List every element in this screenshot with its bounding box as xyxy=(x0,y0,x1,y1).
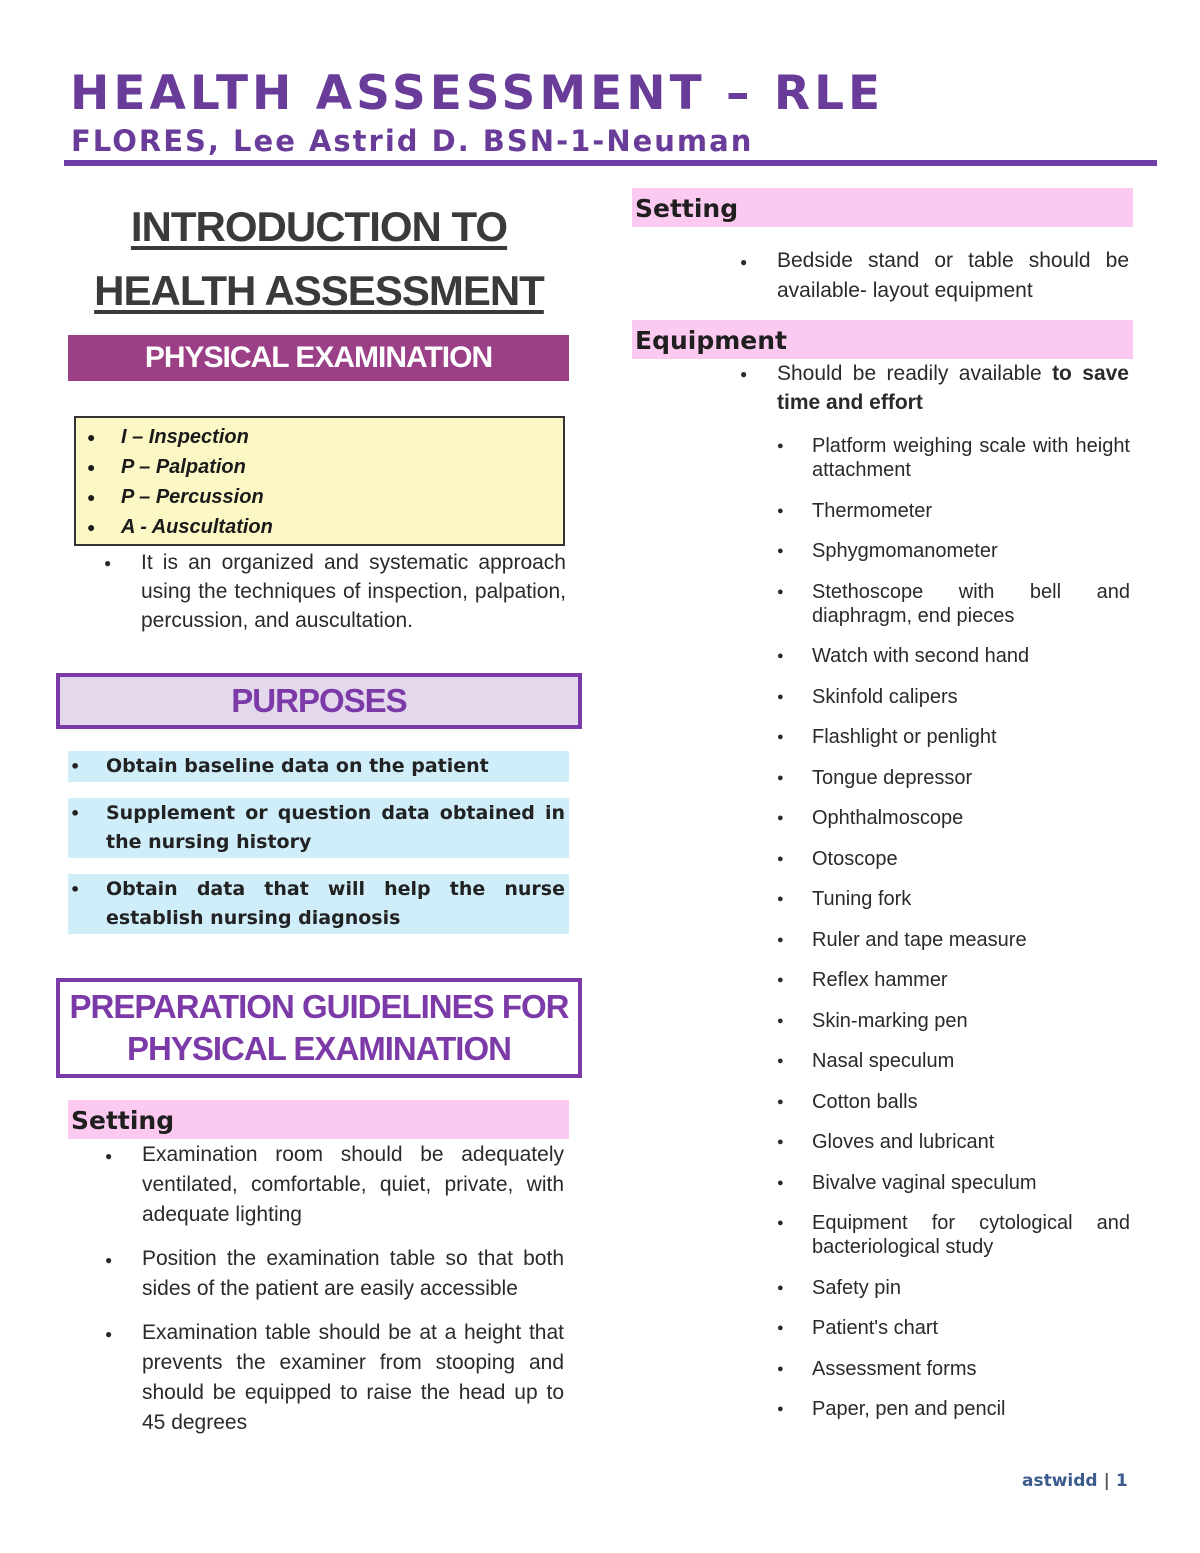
equipment-item: ● Ophthalmoscope xyxy=(812,806,1130,830)
equipment-list xyxy=(812,434,1130,1421)
equipment-item: ● Cotton balls xyxy=(812,1090,1130,1114)
page-number: 1 xyxy=(1115,1471,1128,1491)
main-title-line: HEALTH ASSESSMENT xyxy=(94,267,544,314)
physical-examination-banner: PHYSICAL EXAMINATION xyxy=(68,335,569,381)
equipment-item: ● Stethoscope with bell and diaphragm, end pieces xyxy=(812,580,1130,628)
main-title xyxy=(56,195,582,323)
setting-item: ● Examination room should be adequately ventilated, comfortable, quiet, private, with adequate lighting xyxy=(142,1140,564,1230)
setting-heading-left: Setting xyxy=(68,1100,569,1139)
equipment-item: ● Equipment for cytological and bacteriological study xyxy=(812,1211,1130,1259)
purpose-item: • Obtain baseline data on the patient xyxy=(68,751,569,782)
equipment-item: ● Platform weighing scale with height attachment xyxy=(812,434,1130,482)
equipment-intro xyxy=(777,359,1129,417)
equipment-item: ● Bivalve vaginal speculum xyxy=(812,1171,1130,1195)
equipment-intro-list xyxy=(777,359,1129,417)
setting-item: ● Position the examination table so that both sides of the patient are easily accessible xyxy=(142,1244,564,1304)
document-title: HEALTH ASSESSMENT – RLE xyxy=(70,66,885,121)
equipment-intro-bold: to save time and effort xyxy=(777,362,1129,414)
header-divider xyxy=(64,160,1157,166)
equipment-item: ● Tongue depressor xyxy=(812,766,1130,790)
setting-heading-right: Setting xyxy=(632,188,1133,227)
ippa-item: ● I – Inspection xyxy=(76,422,563,452)
equipment-item: ● Thermometer xyxy=(812,499,1130,523)
purposes-list xyxy=(56,751,582,934)
equipment-item: ● Watch with second hand xyxy=(812,644,1130,668)
equipment-item: ● Nasal speculum xyxy=(812,1049,1130,1073)
equipment-heading: Equipment xyxy=(632,320,1133,359)
equipment-intro-text: Should be readily available xyxy=(777,362,1042,385)
setting-item: ● Examination table should be at a height that prevents the examiner from stooping and should be equipped to raise the head up to 45 degrees xyxy=(142,1318,564,1438)
equipment-item: ● Sphygmomanometer xyxy=(812,539,1130,563)
definition-text: ● It is an organized and systematic approach using the techniques of inspection, palpation, percussion, and auscultation. xyxy=(141,548,566,635)
ippa-item: ● P – Palpation xyxy=(76,452,563,482)
purposes-heading: PURPOSES xyxy=(56,673,582,729)
prep-heading-line: PREPARATION GUIDELINES FOR xyxy=(69,988,569,1025)
equipment-item: ● Flashlight or penlight xyxy=(812,725,1130,749)
ippa-box xyxy=(74,416,565,546)
setting-list-right xyxy=(777,246,1129,306)
equipment-item: ● Skin-marking pen xyxy=(812,1009,1130,1033)
prep-heading-line: PHYSICAL EXAMINATION xyxy=(127,1030,511,1067)
equipment-item: ● Gloves and lubricant xyxy=(812,1130,1130,1154)
equipment-item: ● Otoscope xyxy=(812,847,1130,871)
equipment-item: ● Patient's chart xyxy=(812,1316,1130,1340)
equipment-item: ● Paper, pen and pencil xyxy=(812,1397,1130,1421)
footer-name: astwidd xyxy=(1022,1471,1098,1491)
equipment-item: ● Ruler and tape measure xyxy=(812,928,1130,952)
footer-separator: | xyxy=(1103,1471,1110,1491)
setting-list-left xyxy=(142,1140,564,1438)
equipment-item: ● Reflex hammer xyxy=(812,968,1130,992)
setting-item: ● Bedside stand or table should be available- layout equipment xyxy=(777,246,1129,306)
left-column xyxy=(56,195,582,1438)
right-column xyxy=(632,188,1134,1421)
equipment-item: ● Skinfold calipers xyxy=(812,685,1130,709)
purpose-item: • Obtain data that will help the nurse establish nursing diagnosis xyxy=(68,874,569,934)
document-author: FLORES, Lee Astrid D. BSN-1-Neuman xyxy=(71,124,754,158)
ippa-item: ● A - Auscultation xyxy=(76,512,563,542)
equipment-item: ● Safety pin xyxy=(812,1276,1130,1300)
purpose-item: • Supplement or question data obtained in the nursing history xyxy=(68,798,569,858)
preparation-guidelines-heading xyxy=(56,978,582,1078)
ippa-item: ● P – Percussion xyxy=(76,482,563,512)
page-footer xyxy=(1022,1471,1128,1491)
main-title-line: INTRODUCTION TO xyxy=(130,203,508,250)
equipment-item: ● Assessment forms xyxy=(812,1357,1130,1381)
equipment-item: ● Tuning fork xyxy=(812,887,1130,911)
